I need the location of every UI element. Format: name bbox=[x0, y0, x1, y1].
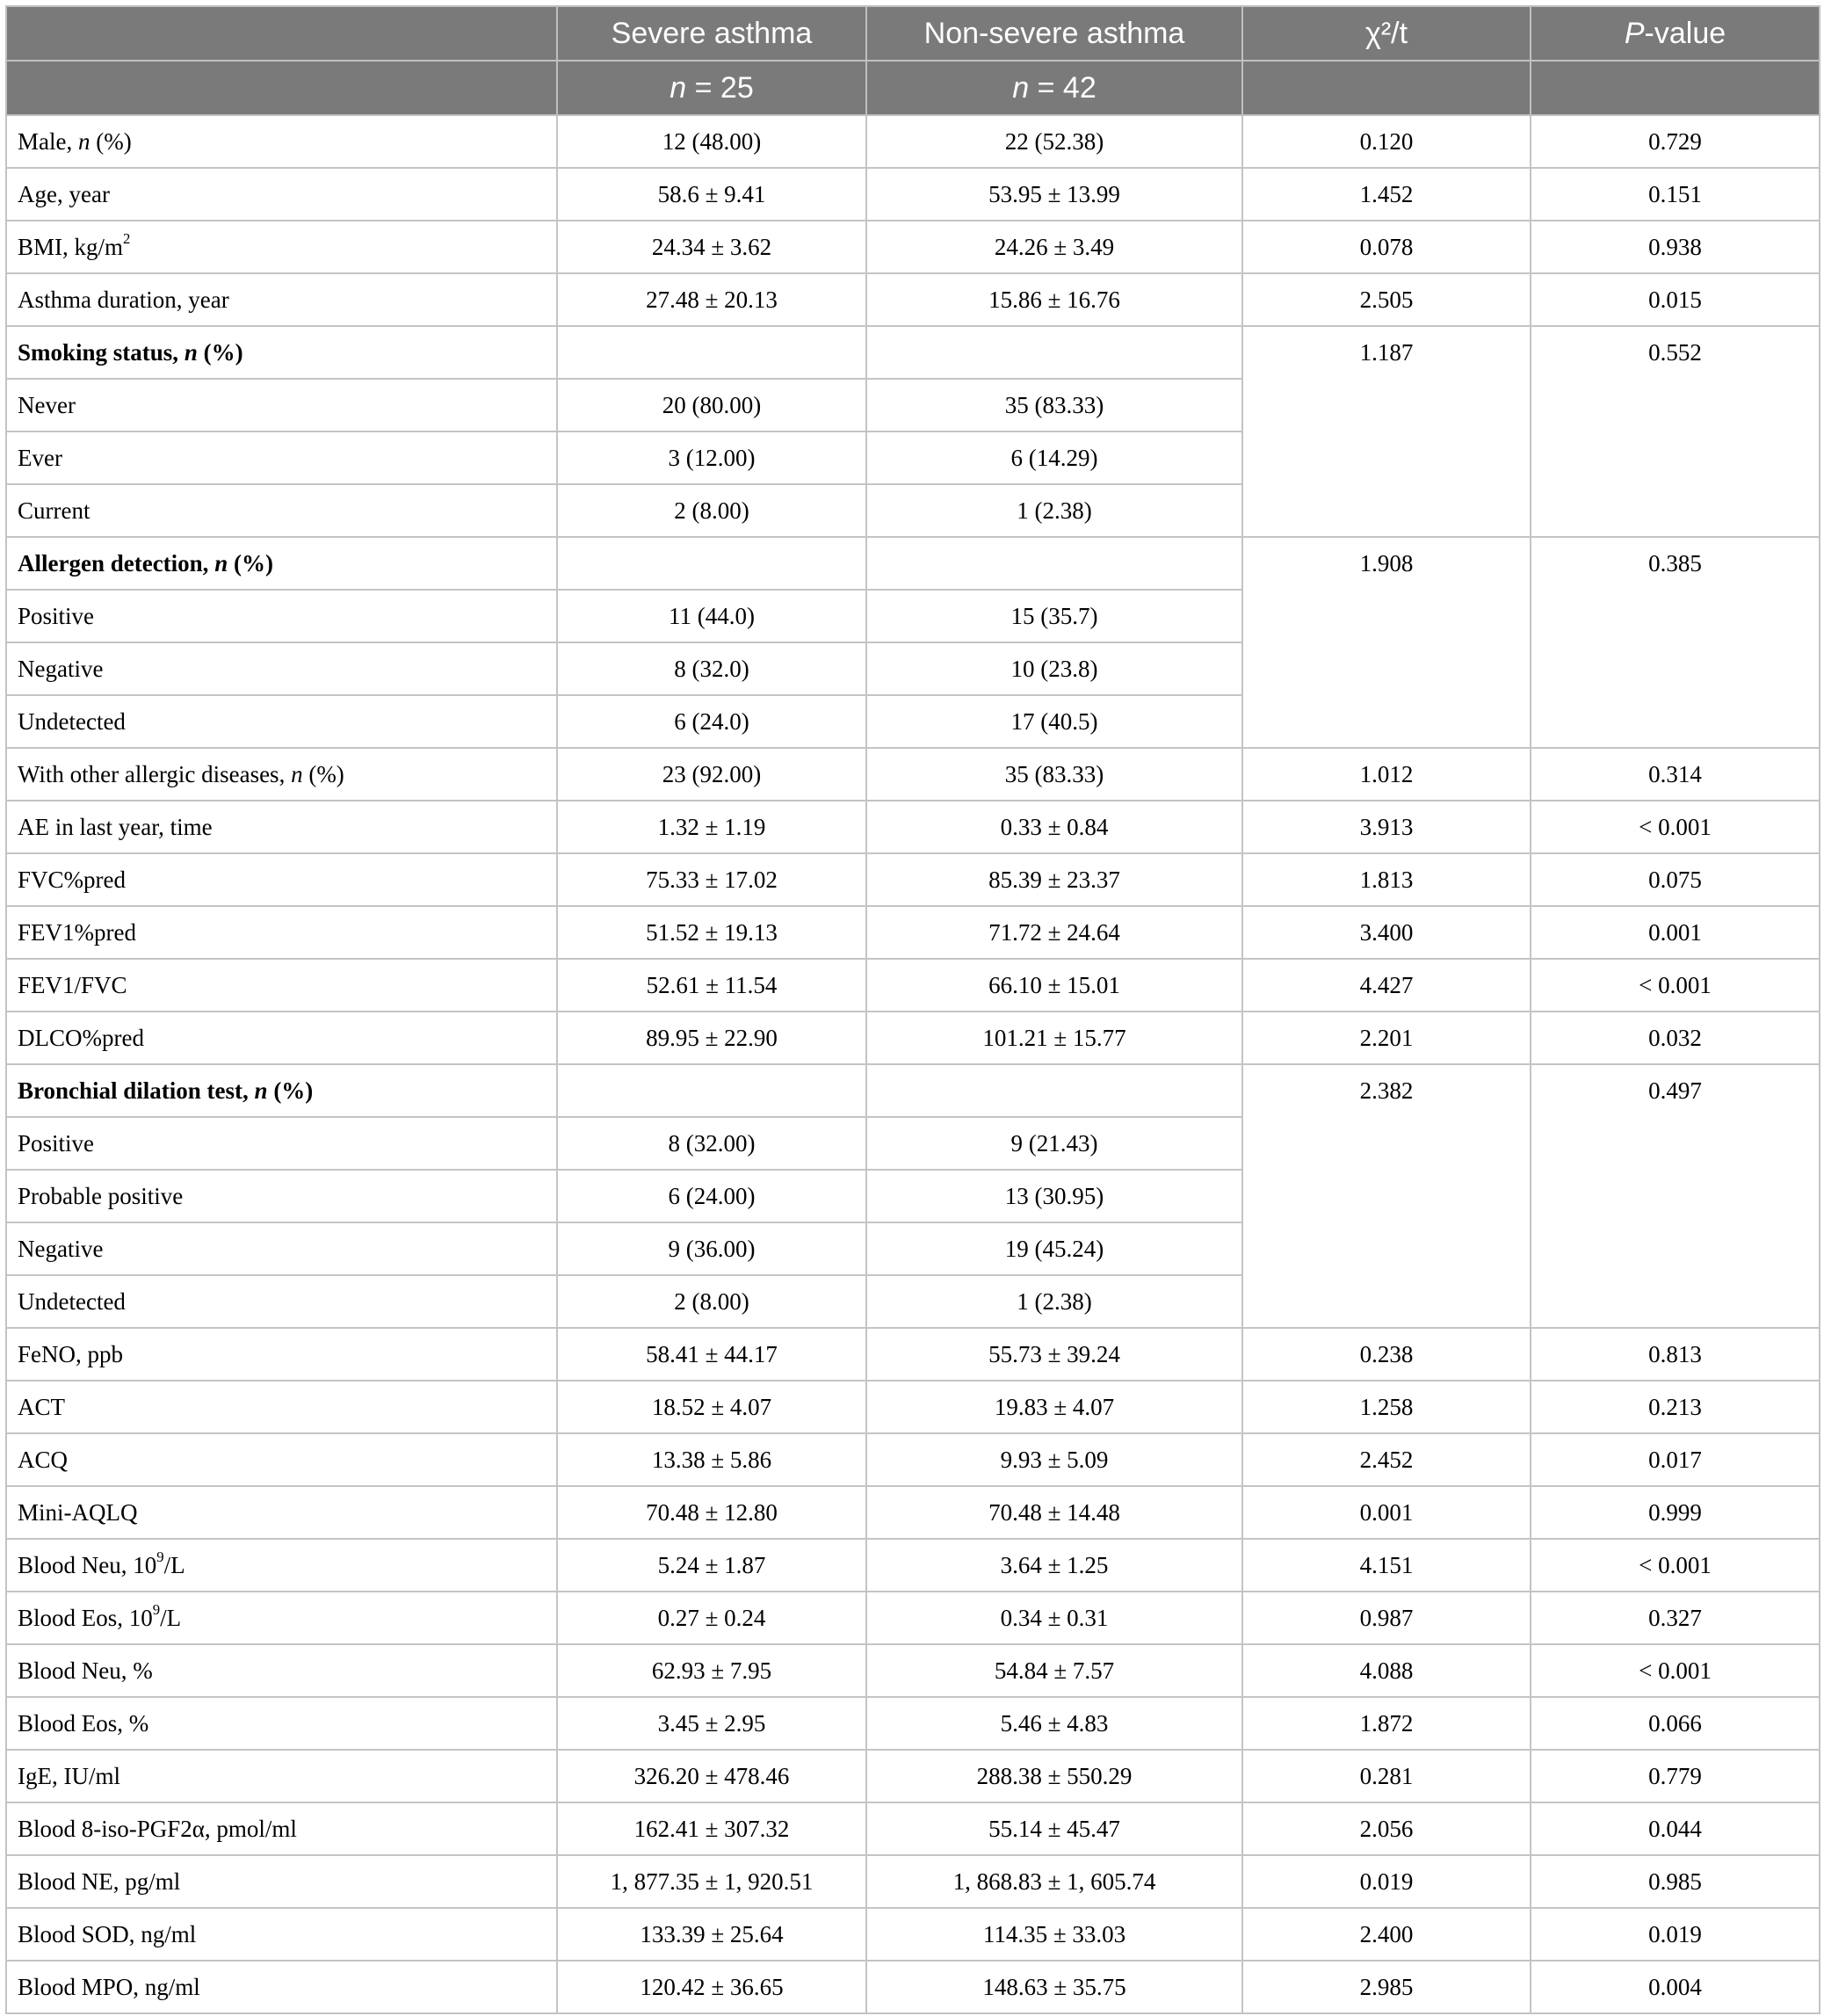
table-row bbox=[6, 801, 1820, 853]
table-row bbox=[6, 1592, 1820, 1644]
severe-value: 58.6 ± 9.41 bbox=[557, 168, 866, 221]
row-label: Allergen detection, n (%) bbox=[6, 537, 557, 590]
table-row bbox=[6, 221, 1820, 273]
row-label: AE in last year, time bbox=[6, 801, 557, 853]
chi-square-t-value: 2.985 bbox=[1242, 1961, 1531, 2013]
table-row bbox=[6, 1697, 1820, 1750]
nonsevere-value bbox=[866, 537, 1242, 590]
nonsevere-value: 114.35 ± 33.03 bbox=[866, 1908, 1242, 1961]
severe-value bbox=[557, 537, 866, 590]
row-label: IgE, IU/ml bbox=[6, 1750, 557, 1802]
p-value: 0.015 bbox=[1531, 273, 1820, 326]
row-label: Ever bbox=[6, 431, 557, 484]
severe-value bbox=[557, 326, 866, 379]
row-label: Positive bbox=[6, 590, 557, 642]
p-value: 0.552 bbox=[1531, 326, 1820, 537]
nonsevere-value: 19 (45.24) bbox=[866, 1222, 1242, 1275]
nonsevere-value: 24.26 ± 3.49 bbox=[866, 221, 1242, 273]
table-row bbox=[6, 1855, 1820, 1908]
row-label: Positive bbox=[6, 1117, 557, 1170]
table-row bbox=[6, 1802, 1820, 1855]
table-row bbox=[6, 959, 1820, 1012]
p-value: 0.019 bbox=[1531, 1908, 1820, 1961]
severe-value: 9 (36.00) bbox=[557, 1222, 866, 1275]
table-row bbox=[6, 537, 1820, 590]
header-n-row bbox=[6, 61, 1820, 115]
nonsevere-value: 66.10 ± 15.01 bbox=[866, 959, 1242, 1012]
chi-square-t-value: 0.238 bbox=[1242, 1328, 1531, 1381]
p-value: 0.075 bbox=[1531, 853, 1820, 906]
table-row bbox=[6, 1961, 1820, 2013]
row-label: Blood NE, pg/ml bbox=[6, 1855, 557, 1908]
row-label: BMI, $kg/m^2$ bbox=[6, 221, 557, 273]
nonsevere-value: 35 (83.33) bbox=[866, 748, 1242, 801]
header-n-nonsevere: n = 42 bbox=[866, 61, 1242, 115]
p-value: 0.017 bbox=[1531, 1433, 1820, 1486]
nonsevere-value: 1 (2.38) bbox=[866, 1275, 1242, 1328]
table-row bbox=[6, 115, 1820, 168]
table-body bbox=[6, 115, 1820, 2013]
chi-square-t-value: 1.452 bbox=[1242, 168, 1531, 221]
chi-square-t-value: 2.056 bbox=[1242, 1802, 1531, 1855]
table-row bbox=[6, 1644, 1820, 1697]
chi-square-t-value: 1.908 bbox=[1242, 537, 1531, 748]
p-value: 0.032 bbox=[1531, 1012, 1820, 1064]
severe-value: 27.48 ± 20.13 bbox=[557, 273, 866, 326]
table-row bbox=[6, 1064, 1820, 1117]
severe-value: 1.32 ± 1.19 bbox=[557, 801, 866, 853]
p-value: 0.004 bbox=[1531, 1961, 1820, 2013]
nonsevere-value: 9 (21.43) bbox=[866, 1117, 1242, 1170]
row-label: Asthma duration, year bbox=[6, 273, 557, 326]
row-label: Blood Eos, $10^9/L$ bbox=[6, 1592, 557, 1644]
severe-value: 3.45 ± 2.95 bbox=[557, 1697, 866, 1750]
chi-square-t-value: 1.258 bbox=[1242, 1381, 1531, 1433]
nonsevere-value: 71.72 ± 24.64 bbox=[866, 906, 1242, 959]
header-empty-cell bbox=[6, 6, 557, 61]
row-label: Undetected bbox=[6, 1275, 557, 1328]
severe-value: 12 (48.00) bbox=[557, 115, 866, 168]
row-label: Mini-AQLQ bbox=[6, 1486, 557, 1539]
severe-value: 89.95 ± 22.90 bbox=[557, 1012, 866, 1064]
p-value: < 0.001 bbox=[1531, 801, 1820, 853]
severe-value: 162.41 ± 307.32 bbox=[557, 1802, 866, 1855]
nonsevere-value: 1 (2.38) bbox=[866, 484, 1242, 537]
severe-value: 1, 877.35 ± 1, 920.51 bbox=[557, 1855, 866, 1908]
severe-value: 51.52 ± 19.13 bbox=[557, 906, 866, 959]
chi-square-t-value: 0.019 bbox=[1242, 1855, 1531, 1908]
nonsevere-value: 15 (35.7) bbox=[866, 590, 1242, 642]
nonsevere-value: 19.83 ± 4.07 bbox=[866, 1381, 1242, 1433]
chi-square-t-value: 2.382 bbox=[1242, 1064, 1531, 1328]
severe-value: 326.20 ± 478.46 bbox=[557, 1750, 866, 1802]
row-label: FEV1/FVC bbox=[6, 959, 557, 1012]
table-row bbox=[6, 1381, 1820, 1433]
nonsevere-value: 0.34 ± 0.31 bbox=[866, 1592, 1242, 1644]
chi-square-t-value: 0.120 bbox=[1242, 115, 1531, 168]
nonsevere-value: 0.33 ± 0.84 bbox=[866, 801, 1242, 853]
severe-value: 2 (8.00) bbox=[557, 1275, 866, 1328]
row-label: Blood 8-iso-PGF2α, pmol/ml bbox=[6, 1802, 557, 1855]
header-non-severe-asthma: Non-severe asthma bbox=[866, 6, 1242, 61]
p-value: < 0.001 bbox=[1531, 1644, 1820, 1697]
nonsevere-value: 22 (52.38) bbox=[866, 115, 1242, 168]
nonsevere-value: 15.86 ± 16.76 bbox=[866, 273, 1242, 326]
p-value: 0.314 bbox=[1531, 748, 1820, 801]
table-row bbox=[6, 326, 1820, 379]
nonsevere-value: 35 (83.33) bbox=[866, 379, 1242, 431]
chi-square-t-value: 4.088 bbox=[1242, 1644, 1531, 1697]
nonsevere-value: 55.73 ± 39.24 bbox=[866, 1328, 1242, 1381]
row-label: ACT bbox=[6, 1381, 557, 1433]
nonsevere-value bbox=[866, 326, 1242, 379]
severe-value: 70.48 ± 12.80 bbox=[557, 1486, 866, 1539]
row-label: ACQ bbox=[6, 1433, 557, 1486]
table-row bbox=[6, 273, 1820, 326]
row-label: FEV1%pred bbox=[6, 906, 557, 959]
nonsevere-value: 54.84 ± 7.57 bbox=[866, 1644, 1242, 1697]
row-label: Bronchial dilation test, n (%) bbox=[6, 1064, 557, 1117]
table-row bbox=[6, 853, 1820, 906]
row-label: Smoking status, n (%) bbox=[6, 326, 557, 379]
p-value: 0.044 bbox=[1531, 1802, 1820, 1855]
p-value: < 0.001 bbox=[1531, 959, 1820, 1012]
row-label: Probable positive bbox=[6, 1170, 557, 1222]
table-container bbox=[5, 5, 1819, 2014]
row-label: With other allergic diseases, n (%) bbox=[6, 748, 557, 801]
severe-value: 5.24 ± 1.87 bbox=[557, 1539, 866, 1592]
nonsevere-value bbox=[866, 1064, 1242, 1117]
severe-value: 6 (24.0) bbox=[557, 695, 866, 748]
chi-square-t-value: 2.452 bbox=[1242, 1433, 1531, 1486]
table-row bbox=[6, 1908, 1820, 1961]
severe-value: 13.38 ± 5.86 bbox=[557, 1433, 866, 1486]
chi-square-t-value: 1.872 bbox=[1242, 1697, 1531, 1750]
chi-square-t-value: 3.913 bbox=[1242, 801, 1531, 853]
p-value: 0.497 bbox=[1531, 1064, 1820, 1328]
chi-square-t-value: 4.427 bbox=[1242, 959, 1531, 1012]
severe-value: 18.52 ± 4.07 bbox=[557, 1381, 866, 1433]
chi-square-t-value: 2.400 bbox=[1242, 1908, 1531, 1961]
table-header bbox=[6, 6, 1820, 115]
chi-square-t-value: 1.813 bbox=[1242, 853, 1531, 906]
severe-value: 133.39 ± 25.64 bbox=[557, 1908, 866, 1961]
nonsevere-value: 13 (30.95) bbox=[866, 1170, 1242, 1222]
header-n-severe: n = 25 bbox=[557, 61, 866, 115]
p-value: 0.066 bbox=[1531, 1697, 1820, 1750]
chi-square-t-value: 0.987 bbox=[1242, 1592, 1531, 1644]
p-value: 0.938 bbox=[1531, 221, 1820, 273]
header-n-p-empty bbox=[1531, 61, 1820, 115]
row-label: Blood MPO, ng/ml bbox=[6, 1961, 557, 2013]
nonsevere-value: 9.93 ± 5.09 bbox=[866, 1433, 1242, 1486]
row-label: Never bbox=[6, 379, 557, 431]
p-value: 0.999 bbox=[1531, 1486, 1820, 1539]
table-row bbox=[6, 748, 1820, 801]
row-label: Negative bbox=[6, 1222, 557, 1275]
table-row bbox=[6, 1486, 1820, 1539]
row-label: Blood Neu, $10^9/L$ bbox=[6, 1539, 557, 1592]
p-value: 0.001 bbox=[1531, 906, 1820, 959]
nonsevere-value: 53.95 ± 13.99 bbox=[866, 168, 1242, 221]
nonsevere-value: 70.48 ± 14.48 bbox=[866, 1486, 1242, 1539]
row-label: Current bbox=[6, 484, 557, 537]
nonsevere-value: 288.38 ± 550.29 bbox=[866, 1750, 1242, 1802]
header-row bbox=[6, 6, 1820, 61]
chi-square-t-value: 2.201 bbox=[1242, 1012, 1531, 1064]
row-label: DLCO%pred bbox=[6, 1012, 557, 1064]
severe-value: 62.93 ± 7.95 bbox=[557, 1644, 866, 1697]
chi-square-t-value: 3.400 bbox=[1242, 906, 1531, 959]
nonsevere-value: 101.21 ± 15.77 bbox=[866, 1012, 1242, 1064]
severe-value: 20 (80.00) bbox=[557, 379, 866, 431]
chi-square-t-value: 2.505 bbox=[1242, 273, 1531, 326]
chi-square-t-value: 0.078 bbox=[1242, 221, 1531, 273]
row-label: Blood Eos, % bbox=[6, 1697, 557, 1750]
severe-value: 2 (8.00) bbox=[557, 484, 866, 537]
severe-value: 24.34 ± 3.62 bbox=[557, 221, 866, 273]
row-label: Blood SOD, ng/ml bbox=[6, 1908, 557, 1961]
p-value: 0.327 bbox=[1531, 1592, 1820, 1644]
chi-square-t-value: 0.281 bbox=[1242, 1750, 1531, 1802]
nonsevere-value: 55.14 ± 45.47 bbox=[866, 1802, 1242, 1855]
table-row bbox=[6, 168, 1820, 221]
severe-value: 11 (44.0) bbox=[557, 590, 866, 642]
header-chi-square-t: χ²/t bbox=[1242, 6, 1531, 61]
row-label: Undetected bbox=[6, 695, 557, 748]
severe-value: 52.61 ± 11.54 bbox=[557, 959, 866, 1012]
row-label: Blood Neu, % bbox=[6, 1644, 557, 1697]
baseline-characteristics-table bbox=[5, 5, 1820, 2014]
p-value: 0.779 bbox=[1531, 1750, 1820, 1802]
row-label: Male, n (%) bbox=[6, 115, 557, 168]
row-label: Negative bbox=[6, 642, 557, 695]
table-row bbox=[6, 1012, 1820, 1064]
severe-value: 8 (32.0) bbox=[557, 642, 866, 695]
header-n-stat-empty bbox=[1242, 61, 1531, 115]
p-value: 0.213 bbox=[1531, 1381, 1820, 1433]
row-label: FeNO, ppb bbox=[6, 1328, 557, 1381]
header-severe-asthma: Severe asthma bbox=[557, 6, 866, 61]
p-value: < 0.001 bbox=[1531, 1539, 1820, 1592]
nonsevere-value: 148.63 ± 35.75 bbox=[866, 1961, 1242, 2013]
nonsevere-value: 3.64 ± 1.25 bbox=[866, 1539, 1242, 1592]
severe-value bbox=[557, 1064, 866, 1117]
severe-value: 75.33 ± 17.02 bbox=[557, 853, 866, 906]
p-value: 0.729 bbox=[1531, 115, 1820, 168]
chi-square-t-value: 4.151 bbox=[1242, 1539, 1531, 1592]
p-value: 0.151 bbox=[1531, 168, 1820, 221]
severe-value: 6 (24.00) bbox=[557, 1170, 866, 1222]
chi-square-t-value: 0.001 bbox=[1242, 1486, 1531, 1539]
nonsevere-value: 10 (23.8) bbox=[866, 642, 1242, 695]
nonsevere-value: 85.39 ± 23.37 bbox=[866, 853, 1242, 906]
header-p-value: P-value bbox=[1531, 6, 1820, 61]
table-row bbox=[6, 1433, 1820, 1486]
severe-value: 58.41 ± 44.17 bbox=[557, 1328, 866, 1381]
header-n-empty bbox=[6, 61, 557, 115]
nonsevere-value: 6 (14.29) bbox=[866, 431, 1242, 484]
nonsevere-value: 1, 868.83 ± 1, 605.74 bbox=[866, 1855, 1242, 1908]
severe-value: 23 (92.00) bbox=[557, 748, 866, 801]
table-row bbox=[6, 1539, 1820, 1592]
nonsevere-value: 5.46 ± 4.83 bbox=[866, 1697, 1242, 1750]
table-row bbox=[6, 1750, 1820, 1802]
severe-value: 120.42 ± 36.65 bbox=[557, 1961, 866, 2013]
p-value: 0.385 bbox=[1531, 537, 1820, 748]
table-row bbox=[6, 906, 1820, 959]
nonsevere-value: 17 (40.5) bbox=[866, 695, 1242, 748]
table-row bbox=[6, 1328, 1820, 1381]
severe-value: 8 (32.00) bbox=[557, 1117, 866, 1170]
row-label: Age, year bbox=[6, 168, 557, 221]
severe-value: 3 (12.00) bbox=[557, 431, 866, 484]
row-label: FVC%pred bbox=[6, 853, 557, 906]
severe-value: 0.27 ± 0.24 bbox=[557, 1592, 866, 1644]
chi-square-t-value: 1.187 bbox=[1242, 326, 1531, 537]
p-value: 0.813 bbox=[1531, 1328, 1820, 1381]
chi-square-t-value: 1.012 bbox=[1242, 748, 1531, 801]
p-value: 0.985 bbox=[1531, 1855, 1820, 1908]
